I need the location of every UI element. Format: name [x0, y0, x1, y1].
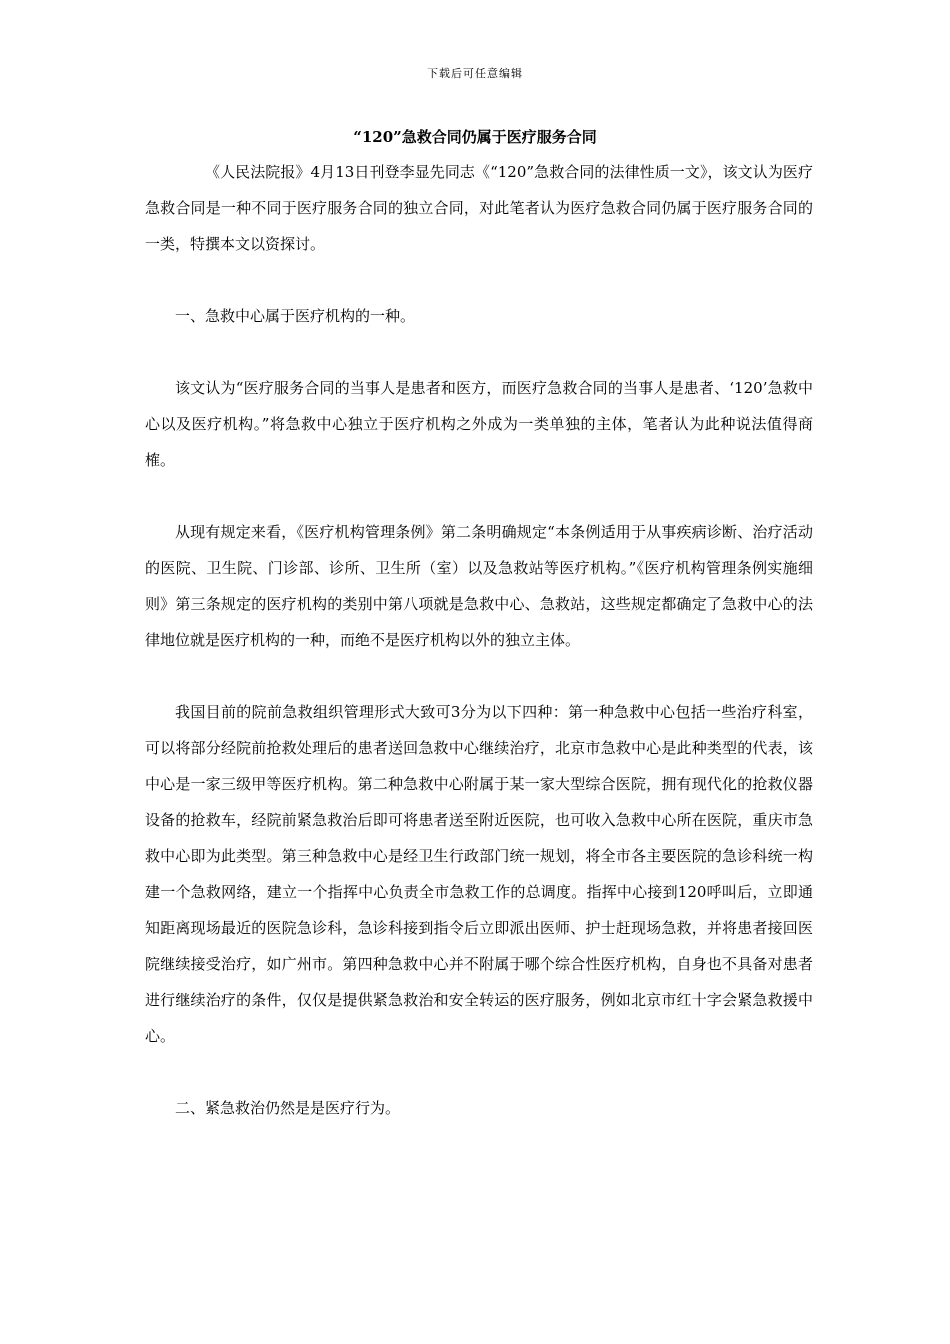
section-heading-1: 一、急救中心属于医疗机构的一种。: [175, 307, 416, 325]
paragraph-3: 从现有规定来看，《医疗机构管理条例》第二条明确规定“本条例适用于从事疾病诊断、治疗活动的医院、卫生院、门诊部、诊所、卫生所（室）以及急救站等医疗机构。”《医疗机构管理条例实施细则》第三条规定的医疗机构的类别中第八项就是急救中心、急救站，这些规定都确定了急救中心的法律地位就是医疗机构的一种，而绝不是医疗机构以外的独立主体。: [145, 523, 813, 649]
section-heading-2: 二、紧急救治仍然是是医疗行为。: [175, 1099, 401, 1117]
paragraph-4: 我国目前的院前急救组织管理形式大致可3分为以下四种：第一种急救中心包括一些治疗科室，可以将部分经院前抢救处理后的患者送回急救中心继续治疗，北京市急救中心是此种类型的代表，该中心是一家三级甲等医疗机构。第二种急救中心附属于某一家大型综合医院，拥有现代化的抢救仪器设备的抢救车，经院前紧急救治后即可将患者送至附近医院，也可收入急救中心所在医院，重庆市急救中心即为此类型。第三种急救中心是经卫生行政部门统一规划，将全市各主要医院的急诊科统一构建一个急救网络，建立一个指挥中心负责全市急救工作的总调度。指挥中心接到120呼叫后，立即通知距离现场最近的医院急诊科，急诊科接到指令后立即派出医师、护士赶现场急救，并将患者接回医院继续接受治疗，如广州市。第四种急救中心并不附属于哪个综合性医疗机构，自身也不具备对患者进行继续治疗的条件，仅仅是提供紧急救治和安全转运的医疗服务，例如北京市红十字会紧急救援中心。: [145, 703, 813, 1045]
document-body: [145, 154, 813, 1126]
document-title: “120”急救合同仍属于医疗服务合同: [353, 128, 597, 146]
header-note: 下载后可任意编辑: [427, 67, 523, 80]
paragraph-intro: 《人民法院报》4月13日刊登李显先同志《“120”急救合同的法律性质一文》，该文认为医疗急救合同是一种不同于医疗服务合同的独立合同，对此笔者认为医疗急救合同仍属于医疗服务合同的一类，特撰本文以资探讨。: [145, 163, 813, 253]
paragraph-2: 该文认为“医疗服务合同的当事人是患者和医方，而医疗急救合同的当事人是患者、‘120’急救中心以及医疗机构。”将急救中心独立于医疗机构之外成为一类单独的主体，笔者认为此种说法值得商榷。: [145, 379, 813, 469]
